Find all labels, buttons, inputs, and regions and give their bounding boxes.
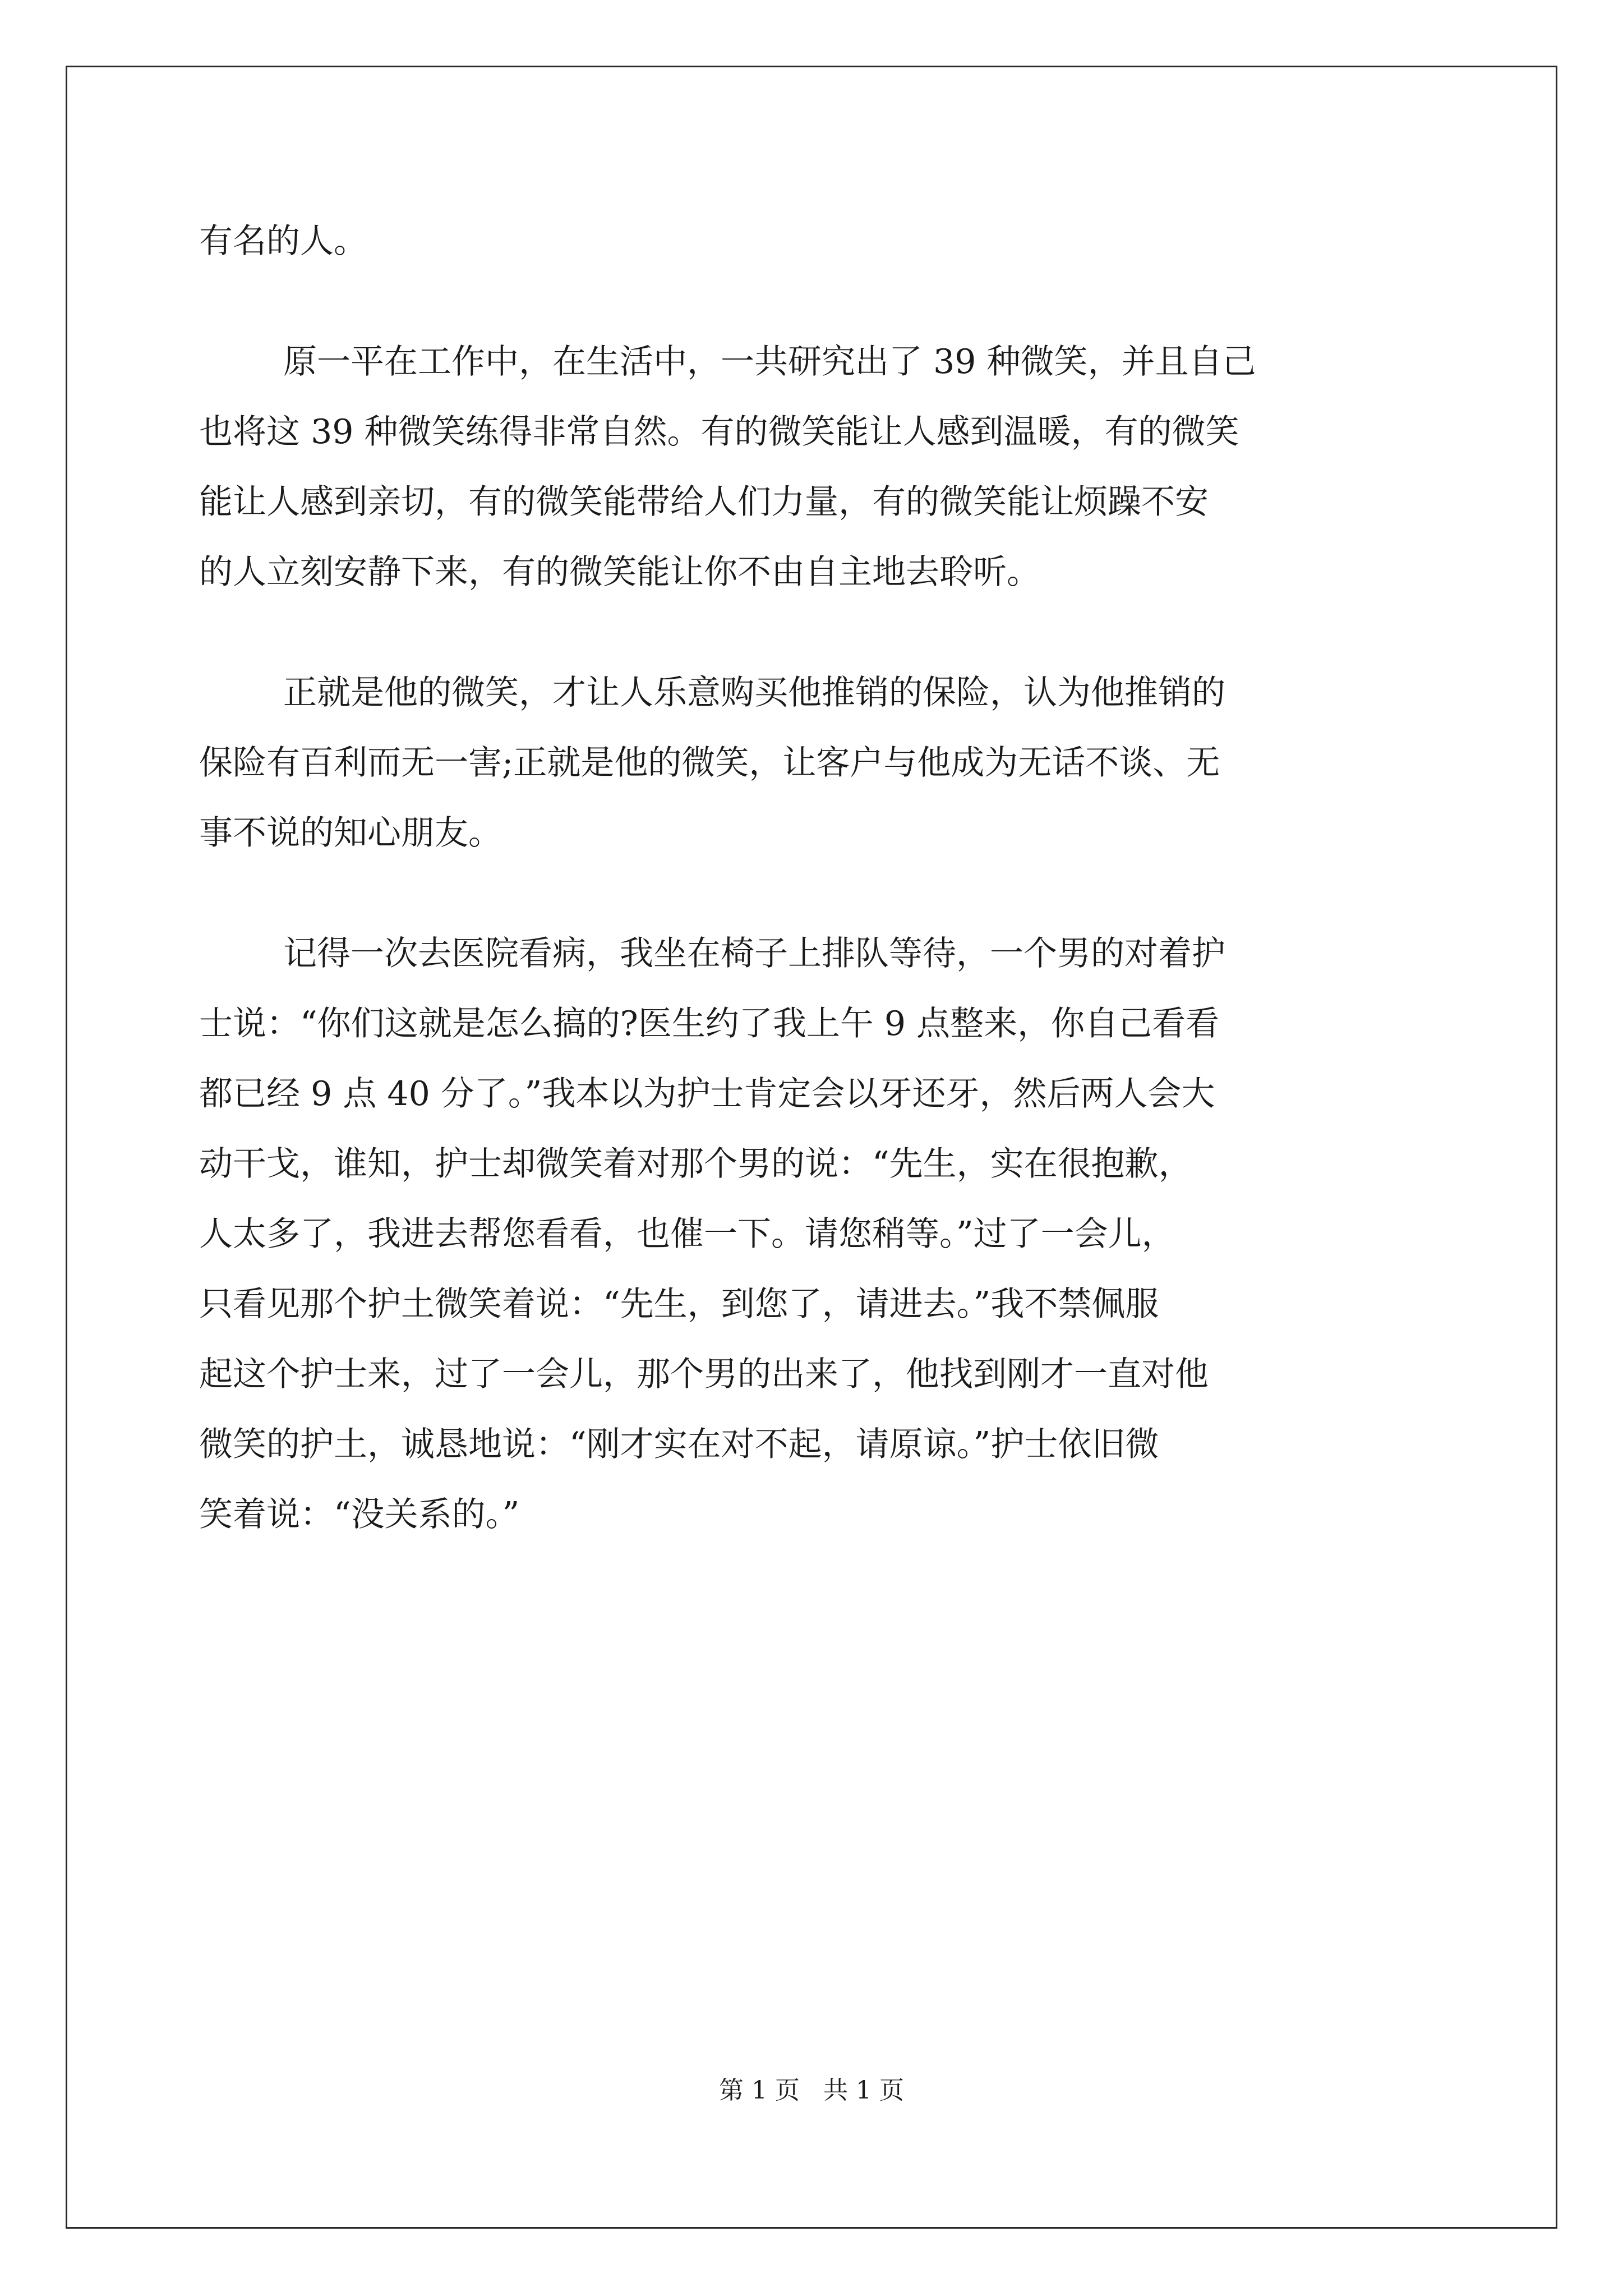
text-line: 有名的人。	[199, 222, 367, 261]
document-body	[199, 206, 1433, 1550]
text-line: 的人立刻安静下来，有的微笑能让你不由自主地去聆听。	[199, 553, 1040, 592]
text-line: 也将这 39 种微笑练得非常自然。有的微笑能让人感到温暖，有的微笑	[199, 412, 1239, 452]
text-line: 微笑的护土，诚恳地说：“刚才实在对不起，请原谅。”护士依旧微	[199, 1425, 1159, 1464]
text-line: 士说：“你们这就是怎么搞的?医生约了我上午 9 点整来，你自己看看	[199, 1004, 1220, 1043]
paragraph	[199, 919, 1433, 1550]
text-line: 正就是他的微笑，才让人乐意购买他推销的保险，认为他推销的	[283, 673, 1225, 712]
paragraph	[199, 206, 1433, 277]
text-line: 人太多了，我进去帮您看看，也催一下。请您稍等。”过了一会儿，	[199, 1214, 1175, 1254]
paragraph	[199, 327, 1433, 608]
text-line: 能让人感到亲切，有的微笑能带给人们力量，有的微笑能让烦躁不安	[199, 482, 1209, 522]
text-line: 记得一次去医院看病，我坐在椅子上排队等待，一个男的对着护	[283, 934, 1225, 973]
text-line: 动干戈，谁知，护士却微笑着对那个男的说：“先生，实在很抱歉，	[199, 1144, 1192, 1184]
text-line: 都已经 9 点 40 分了。”我本以为护士肯定会以牙还牙，然后两人会大	[199, 1074, 1215, 1114]
page-number: 第 1 页 共 1 页	[719, 2076, 904, 2105]
text-line: 原一平在工作中，在生活中，一共研究出了 39 种微笑，并且自己	[283, 342, 1256, 381]
text-line: 起这个护士来，过了一会儿，那个男的出来了，他找到刚才一直对他	[199, 1355, 1209, 1394]
text-line: 笑着说：“没关系的。”	[199, 1495, 520, 1534]
text-line: 只看见那个护土微笑着说：“先生，到您了，请进去。”我不禁佩服	[199, 1285, 1159, 1324]
paragraph	[199, 658, 1433, 868]
text-line: 保险有百利而无一害;正就是他的微笑，让客户与他成为无话不谈、无	[199, 743, 1220, 783]
text-line: 事不说的知心朋友。	[199, 813, 502, 853]
